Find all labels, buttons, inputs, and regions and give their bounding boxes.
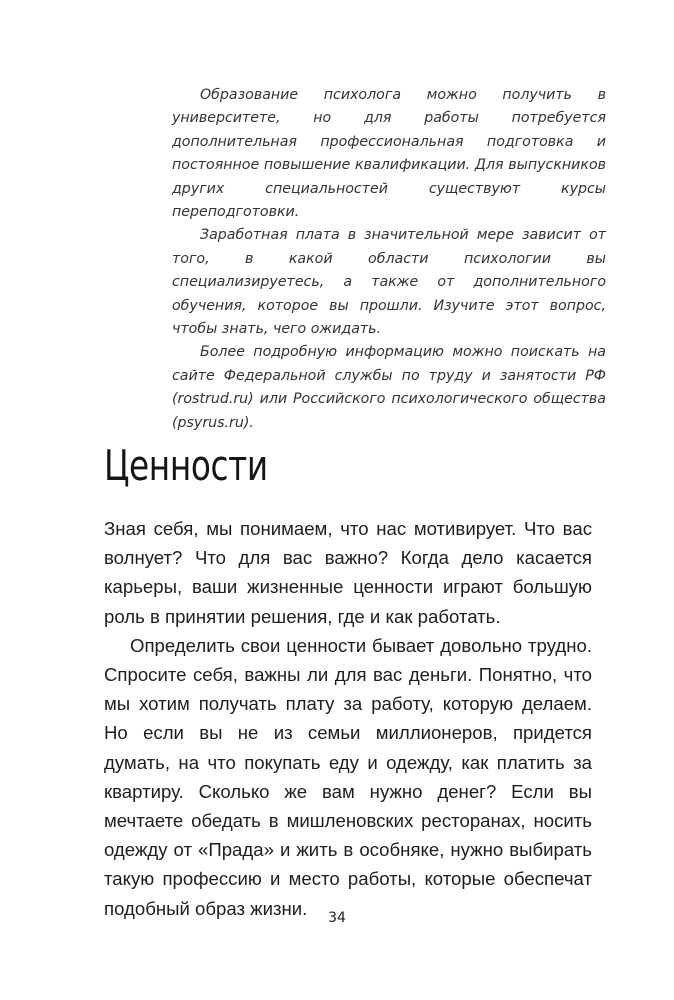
body-text bbox=[104, 514, 592, 923]
page-number: 34 bbox=[328, 910, 346, 926]
sidebar-paragraph: Заработная плата в значительной мере зависит от того, в какой области психологии вы специализируетесь, а также от дополнительного обучения, которое вы прошли. Изучите этот вопрос, чтобы знать, чего ожидать. bbox=[172, 227, 606, 338]
info-sidebar bbox=[172, 84, 606, 435]
sidebar-paragraph: Более подробную информацию можно поискать на сайте Федеральной службы по труду и занятости РФ (rostrud.ru) или Российского психологического общества (psyrus.ru). bbox=[172, 344, 606, 431]
sidebar-paragraph: Образование психолога можно получить в университете, но для работы потребуется дополнительная профессиональная подготовка и постоянное повышение квалификации. Для выпускников других специальностей существуют курсы переподготовки. bbox=[172, 87, 606, 221]
section-heading: Ценности bbox=[104, 441, 268, 490]
body-paragraph: Определить свои ценности бывает довольно трудно. Спросите себя, важны ли для вас деньги. Понятно, что мы хотим получать плату за работу, которую делаем. Но если вы не из семьи миллионеров, придется думать, на что покупать еду и одежду, как платить за квартиру. Сколько же вам нужно денег? Если вы мечтаете обедать в мишленовских ресторанах, носить одежду от «Прада» и жить в особняке, нужно выбирать такую профессию и место работы, которые обеспечат подобный образ жизни. bbox=[104, 634, 592, 919]
body-paragraph: Зная себя, мы понимаем, что нас мотивирует. Что вас волнует? Что для вас важно? Когда дело касается карьеры, ваши жизненные ценности играют большую роль в принятии решения, где и как работать. bbox=[104, 518, 592, 627]
